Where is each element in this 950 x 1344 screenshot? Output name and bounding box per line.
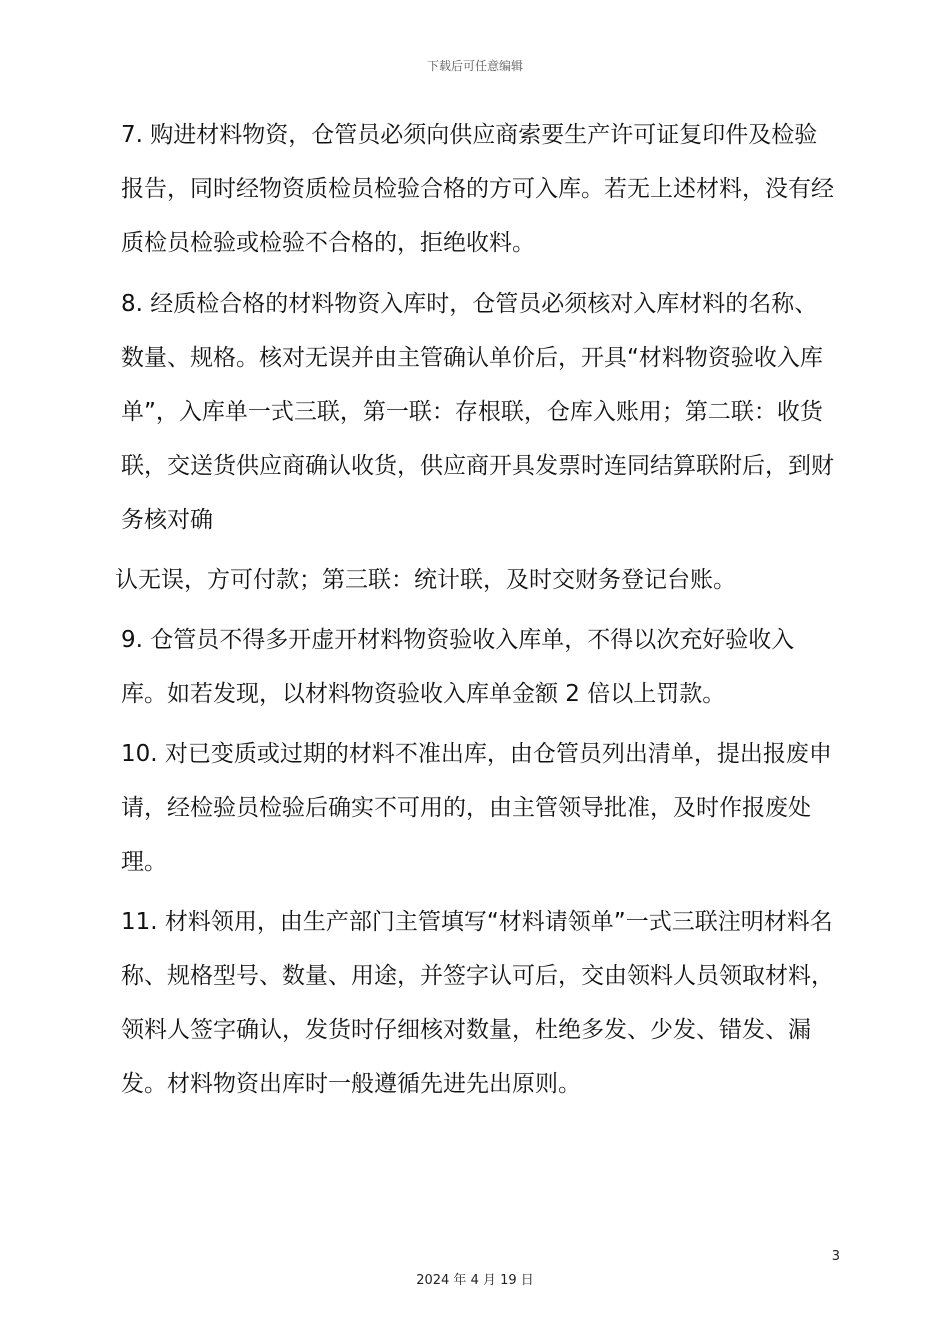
footer-date: 2024 年 4 月 19 日 (416, 1273, 534, 1288)
paragraph-9: 9. 仓管员不得多开虚开材料物资验收入库单，不得以次充好验收入库。如若发现，以材料物资验收入库单金额 2 倍以上罚款。 (121, 627, 795, 707)
paragraph-10: 10. 对已变质或过期的材料不准出库，由仓管员列出清单，提出报废申请，经检验员检验后确实不可用的，由主管领导批准，及时作报废处理。 (121, 741, 832, 875)
paragraph-11: 11. 材料领用，由生产部门主管填写“材料请领单”一式三联注明材料名称、规格型号、数量、用途，并签字认可后，交由领料人员领取材料，领料人签字确认，发货时仔细核对数量，杜绝多发、少发、错发、漏发。材料物资出库时一般遵循先进先出原则。 (121, 909, 834, 1097)
paragraph-8-continued: 认无误，方可付款；第三联：统计联，及时交财务登记台账。 (115, 567, 736, 593)
paragraph-8: 8. 经质检合格的材料物资入库时，仓管员必须核对入库材料的名称、数量、规格。核对无误并由主管确认单价后，开具“材料物资验收入库单”，入库单一式三联，第一联：存根联，仓库入账用；第二联：收货联，交送货供应商确认收货，供应商开具发票时连同结算联附后，到财务核对确 (121, 291, 834, 533)
paragraph-7: 7. 购进材料物资，仓管员必须向供应商索要生产许可证复印件及检验报告，同时经物资质检员检验合格的方可入库。若无上述材料，没有经质检员检验或检验不合格的，拒绝收料。 (121, 122, 834, 256)
document-body (115, 108, 837, 1111)
header-note: 下载后可任意编辑 (426, 59, 523, 73)
page-number: 3 (831, 1249, 840, 1264)
